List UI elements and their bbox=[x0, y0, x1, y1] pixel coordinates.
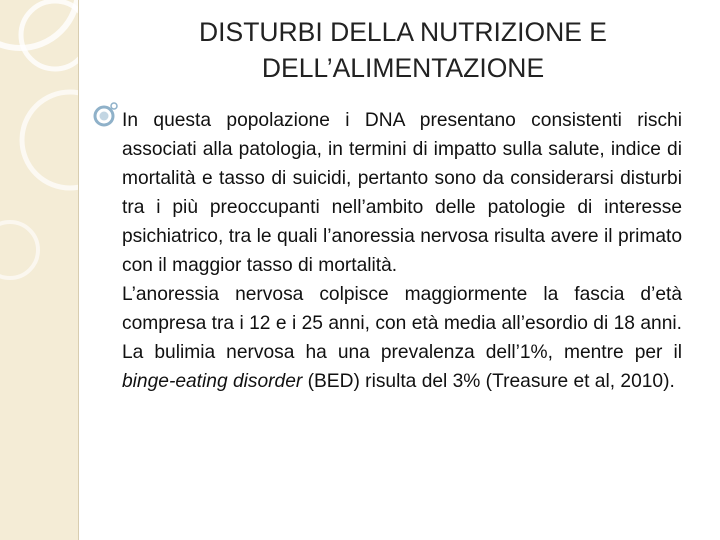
paragraph-2 bbox=[122, 280, 682, 396]
slide-body bbox=[122, 106, 682, 396]
decorative-circles bbox=[0, 0, 78, 540]
paragraph-2-text-b: (BED) risulta del 3% (Treasure et al, 2010). bbox=[302, 371, 675, 392]
bullet-icon bbox=[90, 100, 120, 130]
paragraph-2-italic-term: binge-eating disorder bbox=[122, 371, 303, 392]
slide-title bbox=[108, 14, 698, 86]
paragraph-1: In questa popolazione i DNA presentano consistenti rischi associati alla patologia, in termini di impatto sulla salute, indice di mortalità e tasso di suicidi, pertanto sono da considerarsi disturbi tra i più preoccupanti nell’ambito delle patologie di interesse psichiatrico, tra le quali l’anoressia nervosa risulta avere il primato con il maggior tasso di mortalità. bbox=[122, 110, 682, 276]
decorative-side-band bbox=[0, 0, 78, 540]
title-line-1: DISTURBI DELLA NUTRIZIONE E bbox=[199, 17, 607, 47]
side-divider bbox=[78, 0, 79, 540]
title-line-2: DELL’ALIMENTAZIONE bbox=[261, 53, 545, 83]
paragraph-2-text-a: L’anoressia nervosa colpisce maggiormente la fascia d’età compresa tra i 12 e i 25 anni, con età media all’esordio di 18 anni. La bulimia nervosa ha una prevalenza dell’1%, mentre per il bbox=[122, 284, 682, 363]
